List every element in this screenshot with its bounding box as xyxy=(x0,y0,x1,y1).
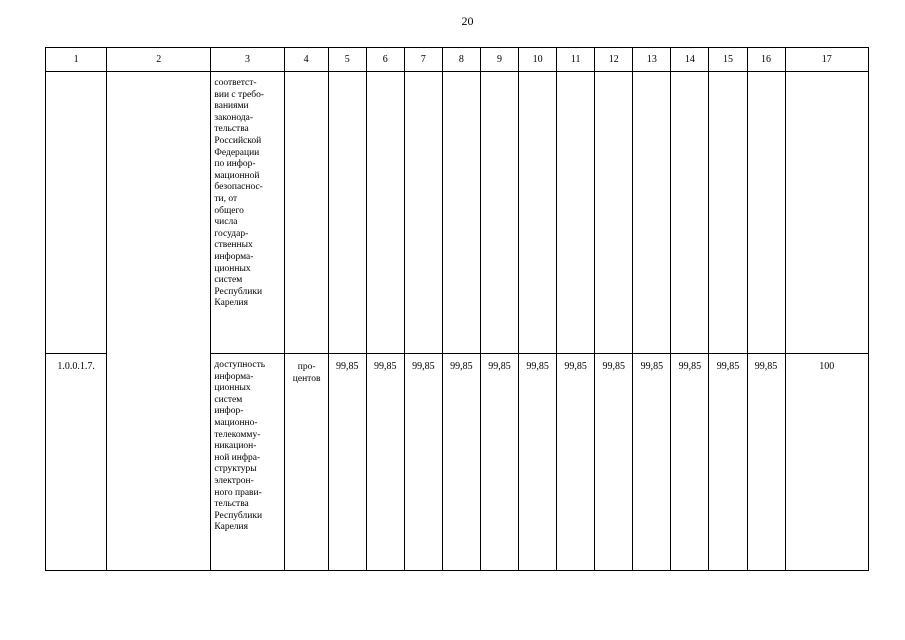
cell-value xyxy=(366,354,404,571)
cell-empty xyxy=(46,72,107,354)
cell-value xyxy=(633,354,671,571)
header-cell: 3 xyxy=(211,48,284,72)
row-id: 1.0.0.1.7. xyxy=(57,361,95,372)
header-cell: 9 xyxy=(480,48,518,72)
value-text: 99,85 xyxy=(335,361,359,372)
header-cell: 7 xyxy=(404,48,442,72)
cell-empty xyxy=(671,72,709,354)
cell-value xyxy=(747,354,785,571)
description-text: соответст- вии с требо- ваниями законода- тельства Российской Федерации по инфор- мационной безопаснос- ти, от общего числа государ- ственных информа- ционных систем Республики Карелия xyxy=(214,78,264,309)
cell-description xyxy=(211,354,284,571)
cell-value xyxy=(671,354,709,571)
value-text: 99,85 xyxy=(450,361,473,372)
cell-empty xyxy=(709,72,747,354)
cell-value xyxy=(519,354,557,571)
cell-empty xyxy=(366,72,404,354)
cell-value xyxy=(480,354,518,571)
cell-empty xyxy=(633,72,671,354)
cell-empty xyxy=(442,72,480,354)
cell-empty xyxy=(519,72,557,354)
cell-value xyxy=(328,354,366,571)
cell-value xyxy=(557,354,595,571)
header-cell: 8 xyxy=(442,48,480,72)
cell-description xyxy=(211,72,284,354)
cell-empty xyxy=(328,72,366,354)
header-cell: 6 xyxy=(366,48,404,72)
value-text: 99,85 xyxy=(678,361,702,372)
cell-value xyxy=(595,354,633,571)
cell-empty xyxy=(785,72,868,354)
value-text: 99,85 xyxy=(488,361,511,372)
cell-empty xyxy=(595,72,633,354)
cell-value xyxy=(785,354,868,571)
cell-empty xyxy=(747,72,785,354)
header-cell: 15 xyxy=(709,48,747,72)
header-cell: 13 xyxy=(633,48,671,72)
header-cell: 14 xyxy=(671,48,709,72)
cell-col2-merged xyxy=(107,72,211,571)
value-text: 100 xyxy=(819,361,835,372)
cell-row-id xyxy=(46,354,107,571)
header-cell: 17 xyxy=(785,48,868,72)
cell-value xyxy=(709,354,747,571)
indicators-table xyxy=(45,47,869,571)
value-text: 99,85 xyxy=(602,361,625,372)
header-cell: 5 xyxy=(328,48,366,72)
cell-value xyxy=(404,354,442,571)
table-row xyxy=(46,72,869,354)
cell-empty xyxy=(557,72,595,354)
description-text: доступность информа- ционных систем инфор- мационно- телекомму- никацион- ной инфра- структуры электрон- ного прави- тельства Республики Карелия xyxy=(214,360,266,533)
cell-empty xyxy=(480,72,518,354)
header-cell: 10 xyxy=(519,48,557,72)
value-text: 99,85 xyxy=(716,361,740,372)
cell-empty xyxy=(284,72,328,354)
value-text: 99,85 xyxy=(412,361,435,372)
header-row xyxy=(46,48,869,72)
page-number: 20 xyxy=(461,14,474,28)
value-text: 99,85 xyxy=(374,361,397,372)
header-cell: 2 xyxy=(107,48,211,72)
header-cell: 1 xyxy=(46,48,107,72)
header-cell: 16 xyxy=(747,48,785,72)
header-cell: 12 xyxy=(595,48,633,72)
cell-empty xyxy=(404,72,442,354)
cell-unit xyxy=(284,354,328,571)
value-text: 99,85 xyxy=(754,361,778,372)
value-text: 99,85 xyxy=(564,361,587,372)
value-text: 99,85 xyxy=(640,361,664,372)
cell-value xyxy=(442,354,480,571)
header-cell: 11 xyxy=(557,48,595,72)
header-cell: 4 xyxy=(284,48,328,72)
unit-text: про- центов xyxy=(292,362,321,384)
value-text: 99,85 xyxy=(526,361,549,372)
